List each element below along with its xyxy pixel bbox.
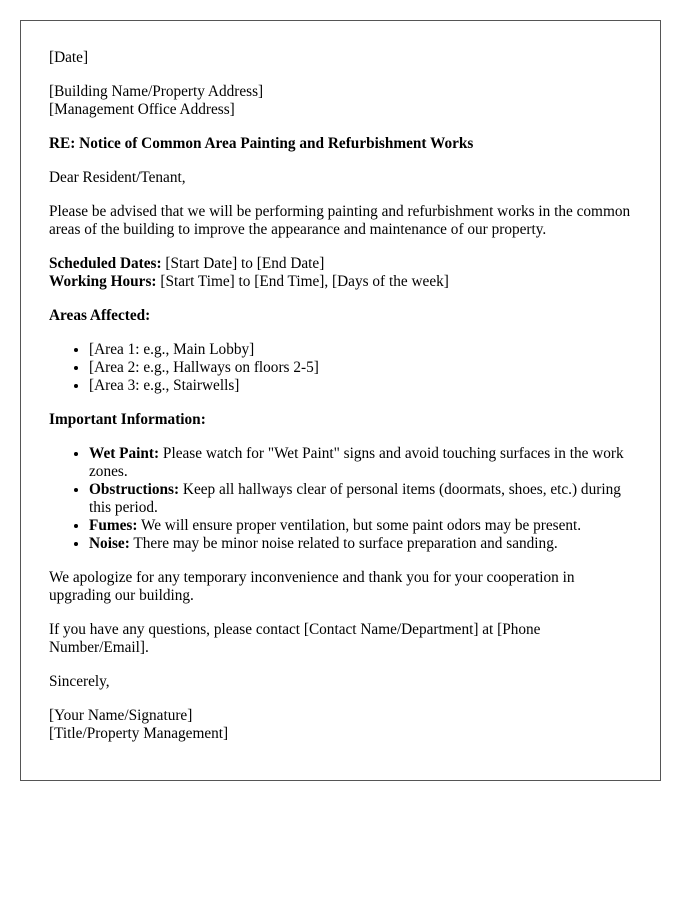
list-item: • [Area 3: e.g., Stairwells]: [89, 377, 632, 395]
contact-paragraph: If you have any questions, please contact [Contact Name/Department] at [Phone Number/Email].: [49, 621, 541, 656]
address-block: [49, 83, 632, 119]
signature-title: [Title/Property Management]: [49, 725, 229, 742]
list-item: [89, 535, 632, 553]
office-address: [Management Office Address]: [49, 101, 235, 118]
info-list: [49, 445, 632, 553]
closing: Sincerely,: [49, 673, 110, 690]
scheduled-dates-value: [Start Date] to [End Date]: [161, 255, 325, 272]
apology-paragraph: We apologize for any temporary inconvenience and thank you for your cooperation in upgrading our building.: [49, 569, 575, 604]
working-hours-label: Working Hours:: [49, 273, 157, 290]
signature-name: [Your Name/Signature]: [49, 707, 193, 724]
working-hours: [49, 273, 632, 291]
letter-page: [20, 20, 661, 781]
building-name: [Building Name/Property Address]: [49, 83, 264, 100]
areas-heading: Areas Affected:: [49, 307, 151, 324]
info-label: Fumes:: [89, 517, 138, 534]
info-text: We will ensure proper ventilation, but some paint odors may be present.: [137, 517, 582, 534]
info-text: Please watch for "Wet Paint" signs and avoid touching surfaces in the work zones.: [89, 445, 624, 480]
scheduled-dates: [49, 255, 632, 273]
salutation: Dear Resident/Tenant,: [49, 169, 186, 186]
info-text: There may be minor noise related to surface preparation and sanding.: [129, 535, 558, 552]
areas-list: [49, 341, 632, 395]
working-hours-value: [Start Time] to [End Time], [Days of the week]: [156, 273, 449, 290]
signature-block: [49, 707, 632, 743]
info-heading: Important Information:: [49, 411, 206, 428]
scheduled-dates-label: Scheduled Dates:: [49, 255, 162, 272]
date-line: [49, 49, 632, 67]
list-item: [89, 481, 632, 517]
list-item: [89, 445, 632, 481]
info-text: Keep all hallways clear of personal items (doormats, shoes, etc.) during this period.: [89, 481, 621, 516]
info-label: Obstructions:: [89, 481, 180, 498]
date-text: [Date]: [49, 49, 89, 66]
list-item: • [Area 1: e.g., Main Lobby]: [89, 341, 632, 359]
info-label: Wet Paint:: [89, 445, 160, 462]
list-item: [89, 517, 632, 535]
subject-line: RE: Notice of Common Area Painting and Refurbishment Works: [49, 135, 474, 152]
info-label: Noise:: [89, 535, 130, 552]
schedule-block: [49, 255, 632, 291]
intro-paragraph: Please be advised that we will be performing painting and refurbishment works in the common areas of the building to improve the appearance and maintenance of our property.: [49, 203, 631, 238]
list-item: • [Area 2: e.g., Hallways on floors 2-5]: [89, 359, 632, 377]
